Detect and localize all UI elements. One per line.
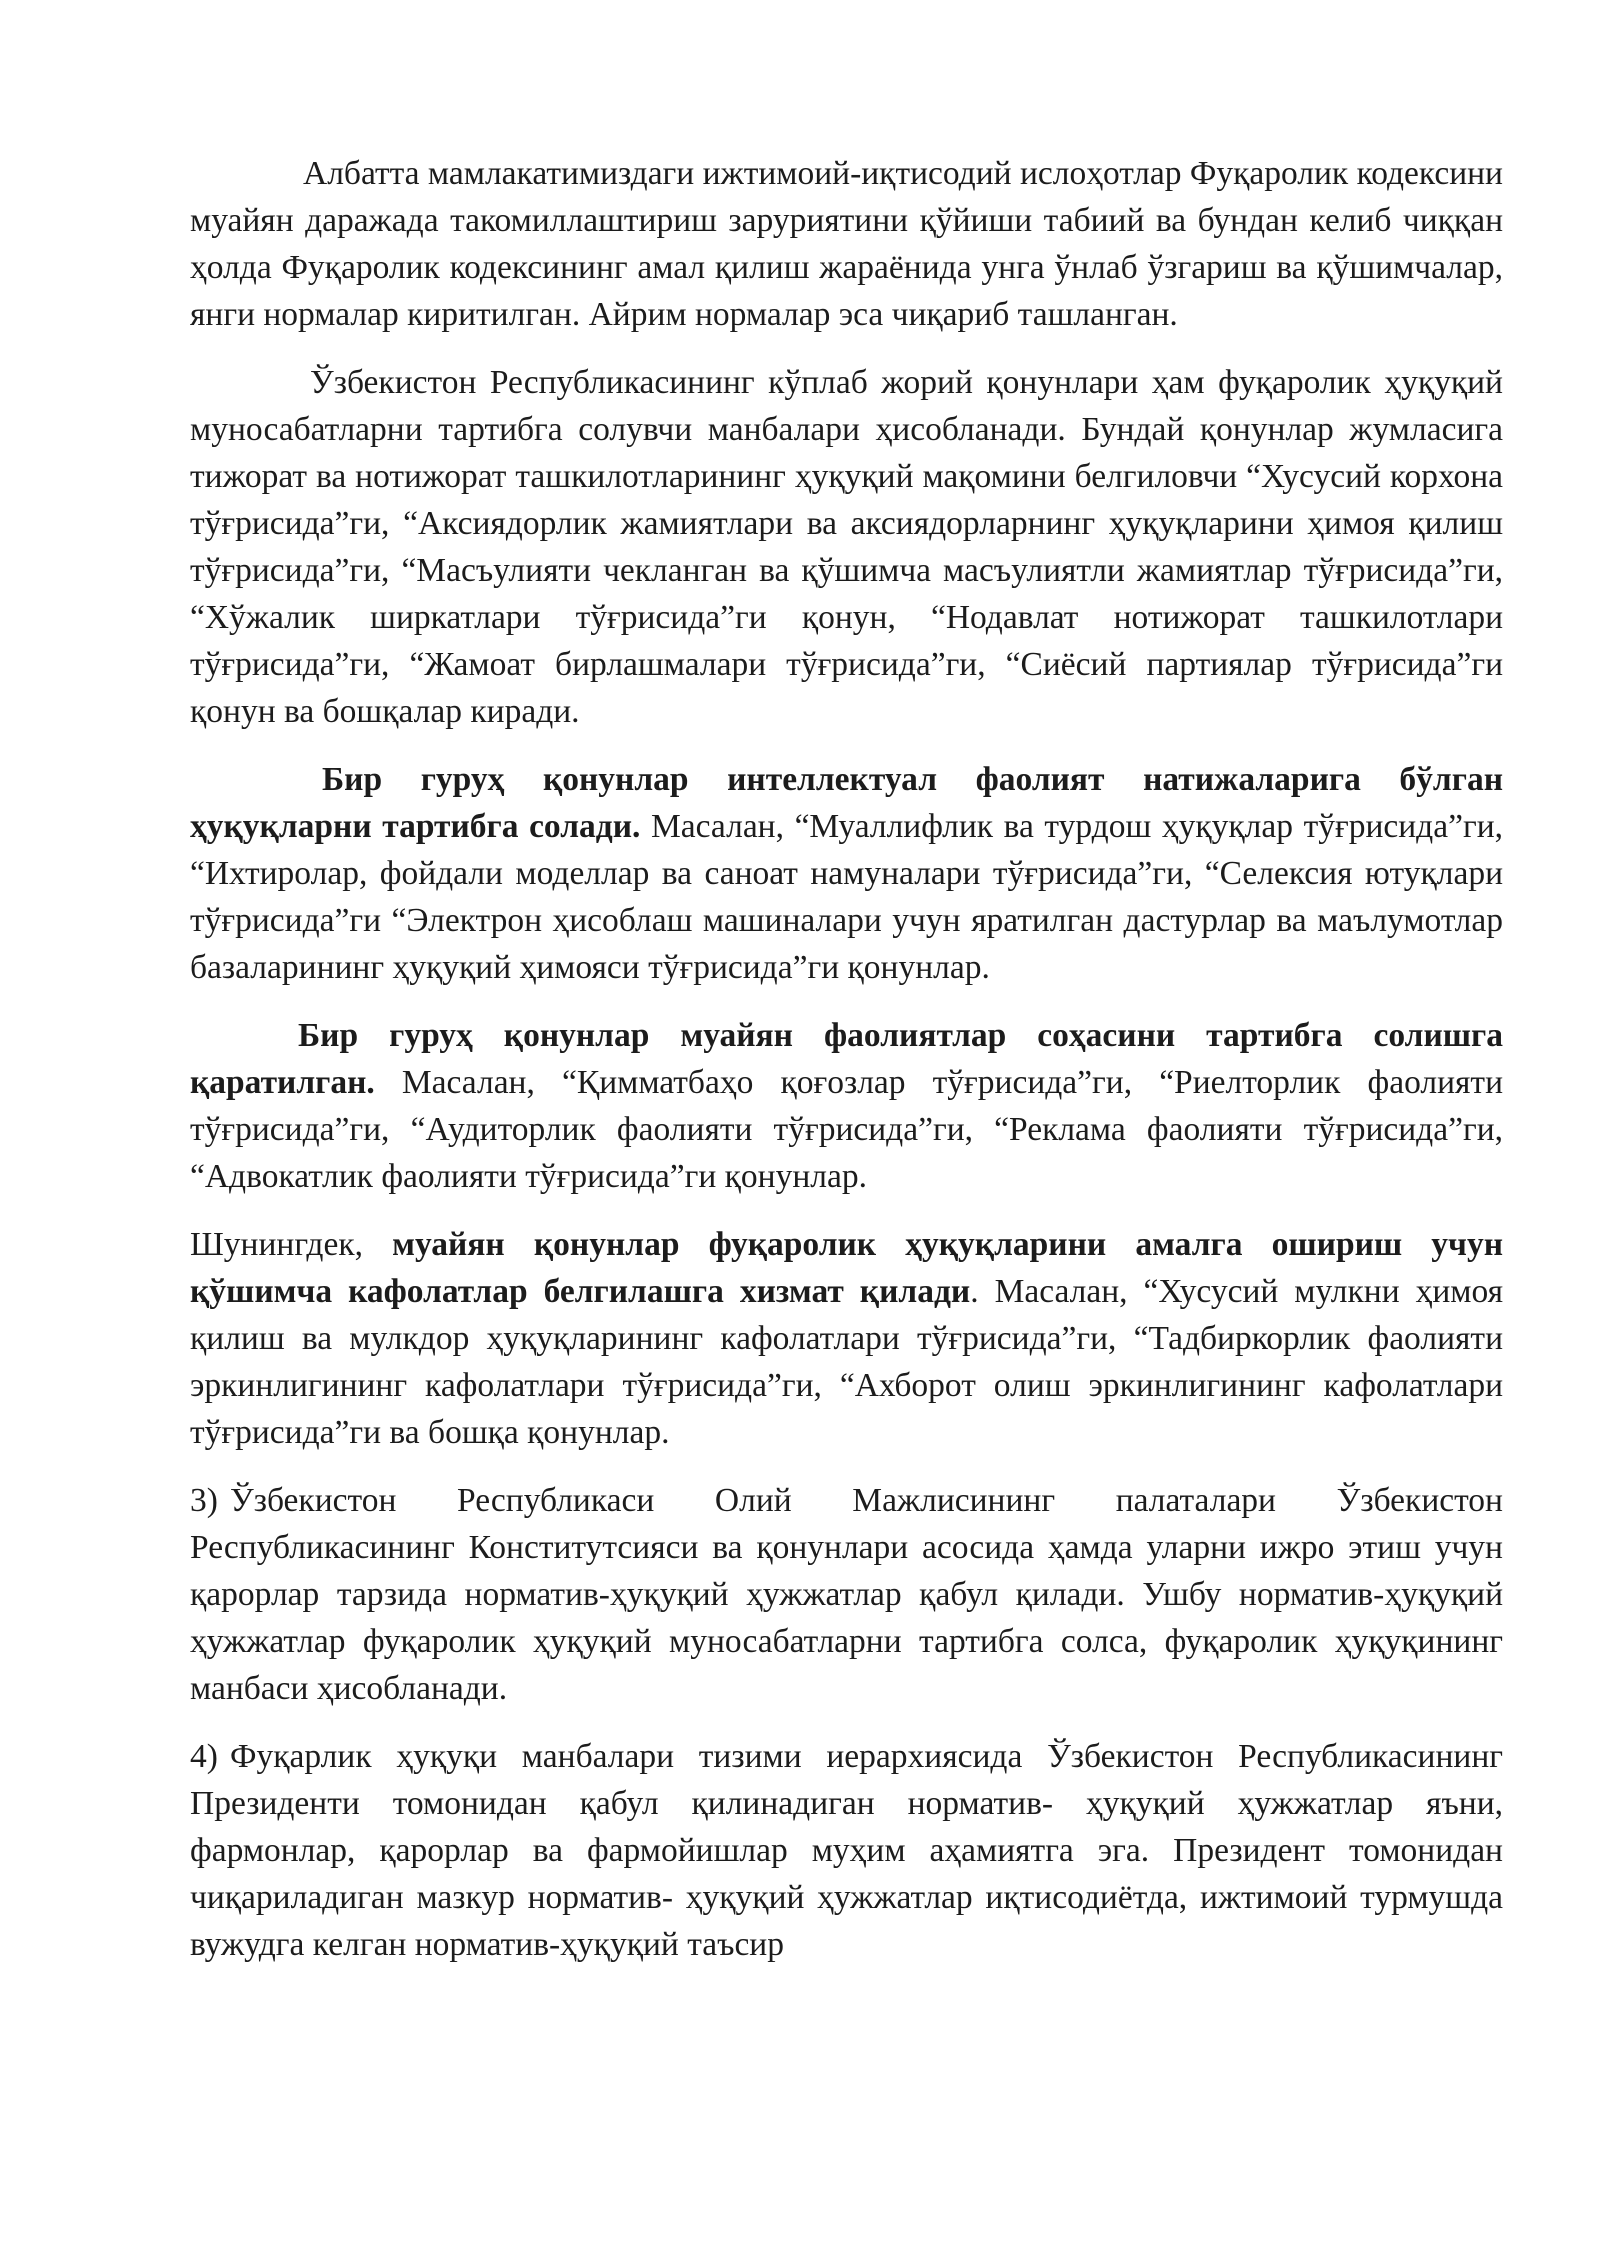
list-item-text: Фуқарлик ҳуқуқи манбалари тизими иерархиясида Ўзбекистон Республикасининг Президенти томонидан қабул қилинадиган норматив- ҳуқуқий ҳужжатлар яъни, фармонлар, қарорлар ва фармойишлар муҳим аҳамиятга эга. Президент томонидан чиқариладиган мазкур норматив- ҳуқуқий ҳужжатлар иқтисодиётда, ижтимоий турмушда вужудга келган норматив-ҳуқуқий таъсир — [190, 1738, 1503, 1963]
list-number: 3) — [190, 1482, 218, 1519]
paragraph-guarantee-laws — [190, 1221, 1503, 1456]
list-item-text: Ўзбекистон Республикаси Олий Мажлисининг палаталари Ўзбекистон Республикасининг Конститутсияси ва қонунлари асосида ҳамда уларни ижро этиш учун қарорлар тарзида норматив-ҳуқуқий ҳужжатлар қабул қилади. Ушбу норматив-ҳуқуқий ҳужжатлар фуқаролик ҳуқуқий муносабатларни тартибга солса, фуқаролик ҳуқуқининг манбаси ҳисобланади. — [190, 1482, 1503, 1707]
paragraph-bold-phrase: муайян қонунлар фуқаролик ҳуқуқларини амалга ошириш учун қўшимча кафолатлар белгилашга хизмат қилади — [190, 1226, 1503, 1310]
list-number: 4) — [190, 1738, 218, 1775]
list-item-3 — [190, 1477, 1503, 1712]
list-item-4 — [190, 1733, 1503, 1968]
paragraph-text: . Масалан, “Хусусий мулкни ҳимоя қилиш ва мулкдор ҳуқуқларининг кафолатлари тўғрисида”ги, “Тадбиркорлик фаолияти эркинлигининг кафолатлари тўғрисида”ги, “Ахборот олиш эркинлигининг кафолатлари тўғрисида”ги ва бошқа қонунлар. — [190, 1273, 1504, 1451]
paragraph-bold-lead: Бир гуруҳ қонунлар интеллектуал фаолият натижаларига бўлган ҳуқуқларни тартибга солади. — [190, 761, 1503, 845]
paragraph-civil-code-reforms — [190, 150, 1503, 338]
paragraph-current-laws — [190, 359, 1503, 735]
document-body — [190, 150, 1503, 1989]
paragraph-text: Ўзбекистон Республикасининг кўплаб жорий қонунлари ҳам фуқаролик ҳуқуқий муносабатларни тартибга солувчи манбалари ҳисобланади. Бундай қонунлар жумласига тижорат ва нотижорат ташкилотларининг ҳуқуқий мақомини белгиловчи “Хусусий корхона тўғрисида”ги, “Аксиядорлик жамиятлари ва аксиядорларнинг ҳуқуқларини ҳимоя қилиш тўғрисида”ги, “Масъулияти чекланган ва қўшимча масъулиятли жамиятлар тўғрисида”ги, “Хўжалик ширкатлари тўғрисида”ги қонун, “Нодавлат нотижорат ташкилотлари тўғрисида”ги, “Жамоат бирлашмалари тўғрисида”ги, “Сиёсий партиялар тўғрисида”ги қонун ва бошқалар киради. — [190, 364, 1503, 730]
paragraph-activity-laws — [190, 1012, 1503, 1200]
paragraph-text: Албатта мамлакатимиздаги ижтимоий-иқтисодий ислоҳотлар Фуқаролик кодексини муайян даражада такомиллаштириш заруриятини қўйиши табиий ва бундан келиб чиққан ҳолда Фуқаролик кодексининг амал қилиш жараёнида унга ўнлаб ўзгариш ва қўшимчалар, янги нормалар киритилган. Айрим нормалар эса чиқариб ташланган. — [190, 155, 1503, 333]
paragraph-intellectual-property-laws — [190, 756, 1503, 991]
paragraph-bold-lead: Бир гуруҳ қонунлар муайян фаолиятлар соҳасини тартибга солишга қаратилган. — [190, 1017, 1503, 1101]
paragraph-text: Шунингдек, — [190, 1226, 393, 1263]
paragraph-text: Масалан, “Қимматбаҳо қоғозлар тўғрисида”ги, “Риелторлик фаолияти тўғрисида”ги, “Аудиторлик фаолияти тўғрисида”ги, “Реклама фаолияти тўғрисида”ги, “Адвокатлик фаолияти тўғрисида”ги қонунлар. — [190, 1064, 1503, 1195]
paragraph-text: Масалан, “Муаллифлик ва турдош ҳуқуқлар тўғрисида”ги, “Ихтиролар, фойдали моделлар ва саноат намуналари тўғрисида”ги, “Селексия ютуқлари тўғрисида”ги “Электрон ҳисоблаш машиналари учун яратилган дастурлар ва маълумотлар базаларининг ҳуқуқий ҳимояси тўғрисида”ги қонунлар. — [190, 808, 1503, 986]
